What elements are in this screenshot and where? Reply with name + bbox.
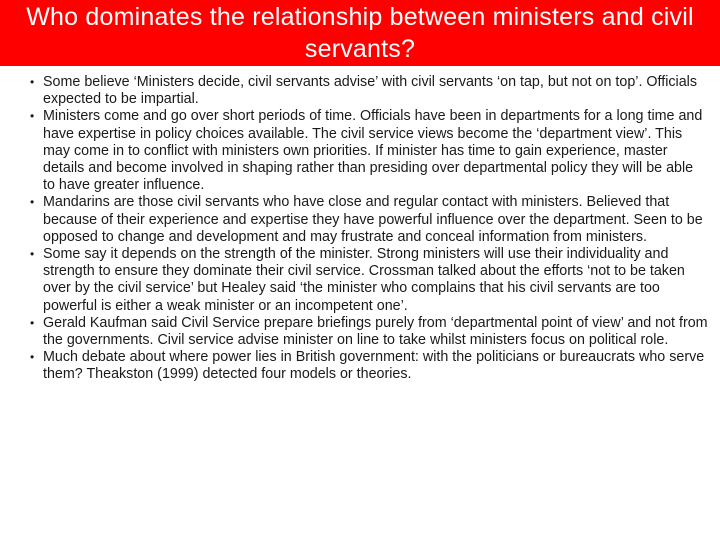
bullet-dot-icon: •	[30, 195, 35, 210]
bullet-dot-icon: •	[30, 75, 35, 89]
bullet-text: Gerald Kaufman said Civil Service prepare briefings purely from ‘departmental point of view’ and not from the governments. Civil service advise minister on line to take whilst ministers focus on political role.	[43, 314, 708, 349]
bullet-text: Ministers come and go over short periods of time. Officials have been in departments for a long time and have expertise in policy choices available. The civil service views become the ‘department view’. This may come in to conflict with ministers own priorities. If minister has time to gain experience, master details and become involved in shaping rather than presiding over departmental policy they will be able to have greater influence.	[43, 108, 703, 194]
title-bar	[0, 0, 720, 66]
bullet-item	[0, 194, 720, 246]
bullet-list	[0, 74, 720, 384]
bullet-dot-icon: •	[30, 109, 35, 124]
bullet-text: Much debate about where power lies in British government: with the politicians or bureaucrats who serve them? Theakston (1999) detected four models or theories.	[43, 349, 705, 383]
bullet-item	[0, 74, 720, 108]
bullet-item	[0, 349, 720, 383]
bullet-item	[0, 246, 720, 315]
bullet-text: Mandarins are those civil servants who have close and regular contact with ministers. Believed that because of their experience and expertise they have powerful influence over the department. Seen to be opposed to change and development and may frustrate and conceal information from ministers.	[43, 194, 703, 245]
slide-title: Who dominates the relationship between ministers and civil servants?	[26, 3, 694, 63]
bullet-dot-icon: •	[30, 350, 35, 365]
bullet-item	[0, 315, 720, 349]
bullet-item	[0, 108, 720, 194]
bullet-text: Some believe ‘Ministers decide, civil servants advise’ with civil servants ‘on tap, but not on top’. Officials expected to be impartial.	[43, 74, 697, 108]
bullet-dot-icon: •	[30, 247, 35, 262]
bullet-dot-icon: •	[30, 315, 35, 330]
bullet-text: Some say it depends on the strength of the minister. Strong ministers will use their individuality and strength to ensure they dominate their civil service. Crossman talked about the efforts ‘not to be taken over by the civil service’ but Healey said ‘the minister who complains that his civil servants are too powerful is either a weak minister or an incompetent one’.	[43, 246, 685, 314]
